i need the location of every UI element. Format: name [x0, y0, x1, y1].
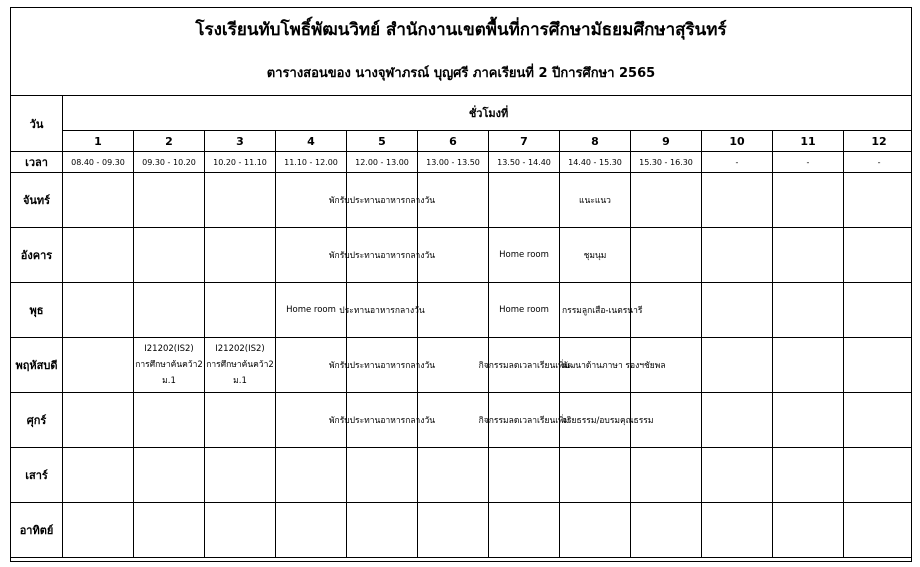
lunch-break-label: ประทานอาหารกลางวัน — [339, 306, 425, 316]
class-label: Home room — [499, 250, 549, 260]
period-time: - — [844, 152, 913, 173]
period-number: 9 — [631, 131, 702, 152]
day-label: จันทร์ — [11, 173, 63, 228]
class-code: I21202(IS2) — [144, 344, 194, 354]
period-time: 12.00 - 13.00 — [347, 152, 418, 173]
period-time: 09.30 - 10.20 — [134, 152, 205, 173]
period-number: 6 — [418, 131, 489, 152]
period-number: 3 — [205, 131, 276, 152]
period-number: 5 — [347, 131, 418, 152]
lunch-break-label: พักรับประทานอาหารกลางวัน — [328, 196, 436, 206]
period-number: 11 — [773, 131, 844, 152]
period-time: 14.40 - 15.30 — [560, 152, 631, 173]
period-number: 1 — [63, 131, 134, 152]
lunch-break-label: พักรับประทานอาหารกลางวัน — [328, 416, 436, 426]
day-column-header: วัน — [11, 96, 63, 152]
day-label: อังคาร — [11, 228, 63, 283]
day-label: พุธ — [11, 283, 63, 338]
day-row-tuesday — [11, 228, 913, 283]
period-time: 10.20 - 11.10 — [205, 152, 276, 173]
period-number: 4 — [276, 131, 347, 152]
lunch-break-label: พักรับประทานอาหารกลางวัน — [328, 251, 436, 261]
period-time: 15.30 - 16.30 — [631, 152, 702, 173]
day-row-thursday — [11, 338, 913, 393]
time-row-label: เวลา — [11, 152, 63, 173]
day-row-monday — [11, 173, 913, 228]
timetable-sheet — [10, 7, 912, 562]
period-time: 11.10 - 12.00 — [276, 152, 347, 173]
period-number: 8 — [560, 131, 631, 152]
day-label: อาทิตย์ — [11, 503, 63, 558]
class-label: Home room — [286, 305, 336, 315]
class-label: แนะแนว — [579, 196, 611, 206]
period-time: - — [702, 152, 773, 173]
class-label: ชุมนุม — [583, 251, 607, 261]
timetable-subtitle: ตารางสอนของ นางจุฬาภรณ์ บุญศรี ภาคเรียนที่ 2 ปีการศึกษา 2565 — [266, 66, 656, 81]
class-label: จริยธรรม/อบรมคุณธรรม — [562, 416, 654, 426]
class-grade: ม.1 — [162, 376, 176, 386]
day-row-wednesday — [11, 283, 913, 338]
class-entry — [135, 341, 203, 389]
periods-header: ชั่วโมงที่ — [63, 96, 913, 131]
day-row-friday — [11, 393, 913, 448]
class-code: I21202(IS2) — [215, 344, 265, 354]
class-entry — [206, 341, 274, 389]
period-number: 12 — [844, 131, 913, 152]
period-time: 13.50 - 14.40 — [489, 152, 560, 173]
period-time: 08.40 - 09.30 — [63, 152, 134, 173]
period-number: 2 — [134, 131, 205, 152]
class-label: กรรมลูกเสือ-เนตรนารี — [562, 306, 643, 316]
day-label: พฤหัสบดี — [11, 338, 63, 393]
period-time: 13.00 - 13.50 — [418, 152, 489, 173]
class-label: กิจกรรมลดเวลาเรียนเพิ่ม — [478, 361, 570, 371]
class-label: กิจกรรมลดเวลาเรียนเพิ่ม — [478, 416, 570, 426]
class-grade: ม.1 — [233, 376, 247, 386]
class-label: พัฒนาด้านภาษา รองฯชัยพล — [562, 361, 666, 371]
lunch-break-label: พักรับประทานอาหารกลางวัน — [328, 361, 436, 371]
day-row-sunday — [11, 503, 913, 558]
class-subject: การศึกษาค้นคว้า2 — [135, 360, 203, 370]
day-label: เสาร์ — [11, 448, 63, 503]
class-label: Home room — [499, 305, 549, 315]
period-number: 10 — [702, 131, 773, 152]
timetable-grid — [10, 95, 912, 558]
period-time: - — [773, 152, 844, 173]
school-title: โรงเรียนทับโพธิ์พัฒนวิทย์ สำนักงานเขตพื้นที่การศึกษามัธยมศึกษาสุรินทร์ — [195, 20, 727, 40]
class-subject: การศึกษาค้นคว้า2 — [206, 360, 274, 370]
day-label: ศุกร์ — [11, 393, 63, 448]
period-number: 7 — [489, 131, 560, 152]
day-row-saturday — [11, 448, 913, 503]
